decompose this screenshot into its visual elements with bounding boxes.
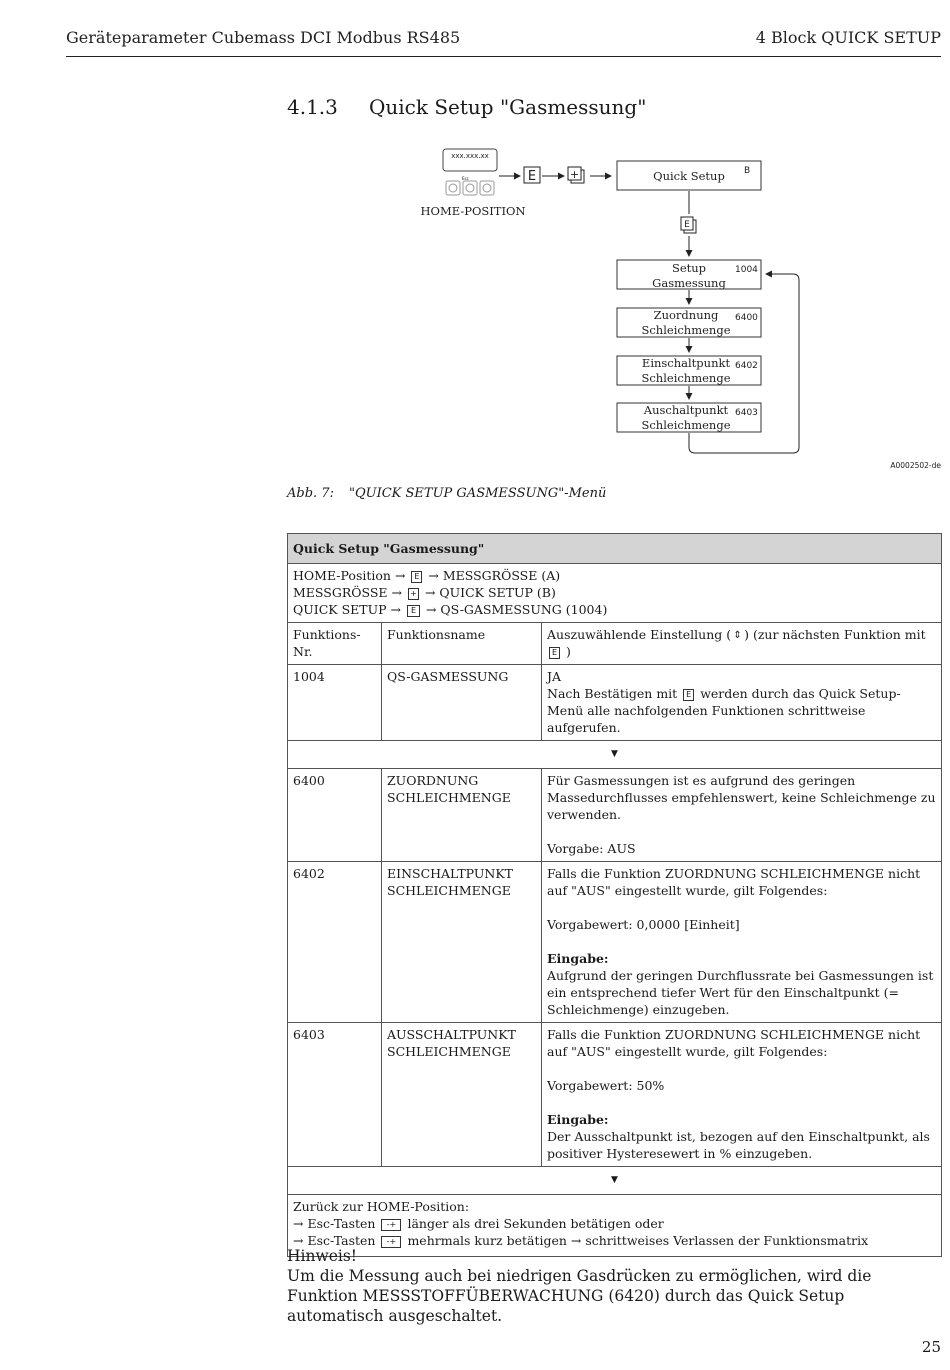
svg-text:Zuordnung: Zuordnung: [653, 308, 719, 322]
function-setting: Falls die Funktion ZUORDNUNG SCHLEICHMENGE nicht auf "AUS" eingestellt wurde, gilt Folgendes: Vorgabewert: 0,0000 [Einheit] Eingabe: Aufgrund der geringen Durchflussrate bei Gasmessungen ist ein entsprechend tiefer Wert für den Einschaltpunkt (= Schleichmenge) einzugeben.: [542, 862, 942, 1023]
svg-text:Setup: Setup: [671, 261, 707, 275]
function-setting: Für Gasmessungen ist es aufgrund des geringen Massedurchflusses empfehlenswert, keine Schleichmenge zu verwenden. Vorgabe: AUS: [542, 769, 942, 862]
down-arrow-icon: ▼: [288, 1167, 942, 1195]
esc-label: Esc: [462, 176, 469, 181]
svg-text:Einschaltpunkt: Einschaltpunkt: [641, 356, 731, 370]
svg-text:6403: 6403: [735, 408, 758, 418]
home-position-label: HOME-POSITION: [420, 204, 526, 218]
plus-key-icon: +: [408, 588, 419, 600]
e-key-icon: E: [549, 647, 560, 659]
function-number: 1004: [288, 665, 382, 741]
e-key-icon: E: [683, 689, 694, 701]
zuordnung-schleichmenge-box: [617, 308, 761, 337]
section-title: Quick Setup "Gasmessung": [369, 95, 647, 119]
function-number: 6400: [288, 769, 382, 862]
figure-id: A0002502-de: [890, 461, 941, 470]
function-setting: Falls die Funktion ZUORDNUNG SCHLEICHMENGE nicht auf "AUS" eingestellt wurde, gilt Folgendes: Vorgabewert: 50% Eingabe: Der Ausschaltpunkt ist, bezogen auf den Einschaltpunkt, als positiver Hysteresewert in % einzugeben.: [542, 1023, 942, 1167]
e-key-icon: [524, 167, 540, 184]
plus-minus-key-icon: ⇕: [733, 629, 742, 641]
navigation-path: HOME-Position → E → MESSGRÖSSE (A) MESSGRÖSSE → + → QUICK SETUP (B) QUICK SETUP → E → QS-GASMESSUNG (1004): [288, 564, 942, 623]
svg-text:Schleichmenge: Schleichmenge: [641, 323, 731, 337]
e-key-stack-icon: E: [407, 605, 420, 617]
svg-text:Auschaltpunkt: Auschaltpunkt: [643, 403, 729, 417]
table-row: [288, 769, 942, 862]
table-row: [288, 1023, 942, 1167]
page-number: 25: [921, 1338, 941, 1356]
function-setting: JA Nach Bestätigen mit E werden durch das Quick Setup-Menü alle nachfolgenden Funktionen schrittweise aufgerufen.: [542, 665, 942, 741]
svg-text:6402: 6402: [735, 361, 758, 371]
esc-keys-icon: -+: [381, 1236, 401, 1248]
svg-text:Quick Setup: Quick Setup: [653, 169, 725, 183]
table-header-row: [288, 623, 942, 665]
function-number: 6402: [288, 862, 382, 1023]
quick-setup-box: [617, 161, 761, 190]
caption-number: Abb. 7:: [287, 486, 334, 501]
note-block: [287, 1246, 942, 1326]
table-row: [288, 665, 942, 741]
col-header-number: Funktions-Nr.: [288, 623, 382, 665]
e-key-icon: E: [411, 571, 422, 583]
svg-text:6400: 6400: [735, 313, 758, 323]
svg-text:+: +: [569, 168, 580, 181]
note-text: Um die Messung auch bei niedrigen Gasdrücken zu ermöglichen, wird die Funktion MESSSTOFFÜBERWACHUNG (6420) durch das Quick Setup automatisch ausgeschaltet.: [287, 1267, 872, 1325]
return-home-instructions: Zurück zur HOME-Position: → Esc-Tasten -+ länger als drei Sekunden betätigen oder → Esc-Tasten -+ mehrmals kurz betätigen → schrittweises Verlassen der Funktionsmatrix: [288, 1195, 942, 1257]
ausschaltpunkt-schleichmenge-box: [617, 403, 761, 432]
down-arrow-row: [288, 1167, 942, 1195]
header-title: Geräteparameter Cubemass DCI Modbus RS485: [66, 28, 461, 47]
figure-caption: [287, 486, 606, 501]
function-name: QS-GASMESSUNG: [382, 665, 542, 741]
col-header-name: Funktionsname: [382, 623, 542, 665]
svg-text:Schleichmenge: Schleichmenge: [641, 418, 731, 432]
caption-text: "QUICK SETUP GASMESSUNG"-Menü: [349, 486, 607, 501]
plus-key-icon: [568, 167, 584, 183]
einschaltpunkt-schleichmenge-box: [617, 356, 761, 385]
e-key-stack-icon: [681, 217, 696, 233]
table-row: [288, 862, 942, 1023]
quick-setup-diagram: [0, 0, 950, 480]
svg-text:1004: 1004: [735, 265, 758, 275]
down-arrow-row: [288, 741, 942, 769]
device-display-icon: [443, 149, 497, 195]
table-title: Quick Setup "Gasmessung": [288, 534, 942, 564]
svg-text:Schleichmenge: Schleichmenge: [641, 371, 731, 385]
header-chapter: 4 Block QUICK SETUP: [755, 28, 941, 47]
svg-text:E: E: [527, 169, 537, 184]
function-name: EINSCHALTPUNKT SCHLEICHMENGE: [382, 862, 542, 1023]
esc-keys-icon: -+: [381, 1219, 401, 1231]
function-name: ZUORDNUNG SCHLEICHMENGE: [382, 769, 542, 862]
quick-setup-table: [287, 533, 942, 1257]
function-number: 6403: [288, 1023, 382, 1167]
svg-text:E: E: [684, 220, 690, 230]
svg-text:B: B: [744, 166, 751, 176]
section-number: 4.1.3: [287, 95, 338, 119]
setup-gasmessung-box: [617, 260, 761, 290]
down-arrow-icon: ▼: [288, 741, 942, 769]
col-header-setting: Auszuwählende Einstellung ( ⇕ ) (zur nächsten Funktion mit E ): [542, 623, 942, 665]
note-title: Hinweis!: [287, 1247, 358, 1265]
display-text: xxx.xxx.xx: [451, 152, 489, 160]
function-name: AUSSCHALTPUNKT SCHLEICHMENGE: [382, 1023, 542, 1167]
svg-text:Gasmessung: Gasmessung: [652, 276, 726, 290]
